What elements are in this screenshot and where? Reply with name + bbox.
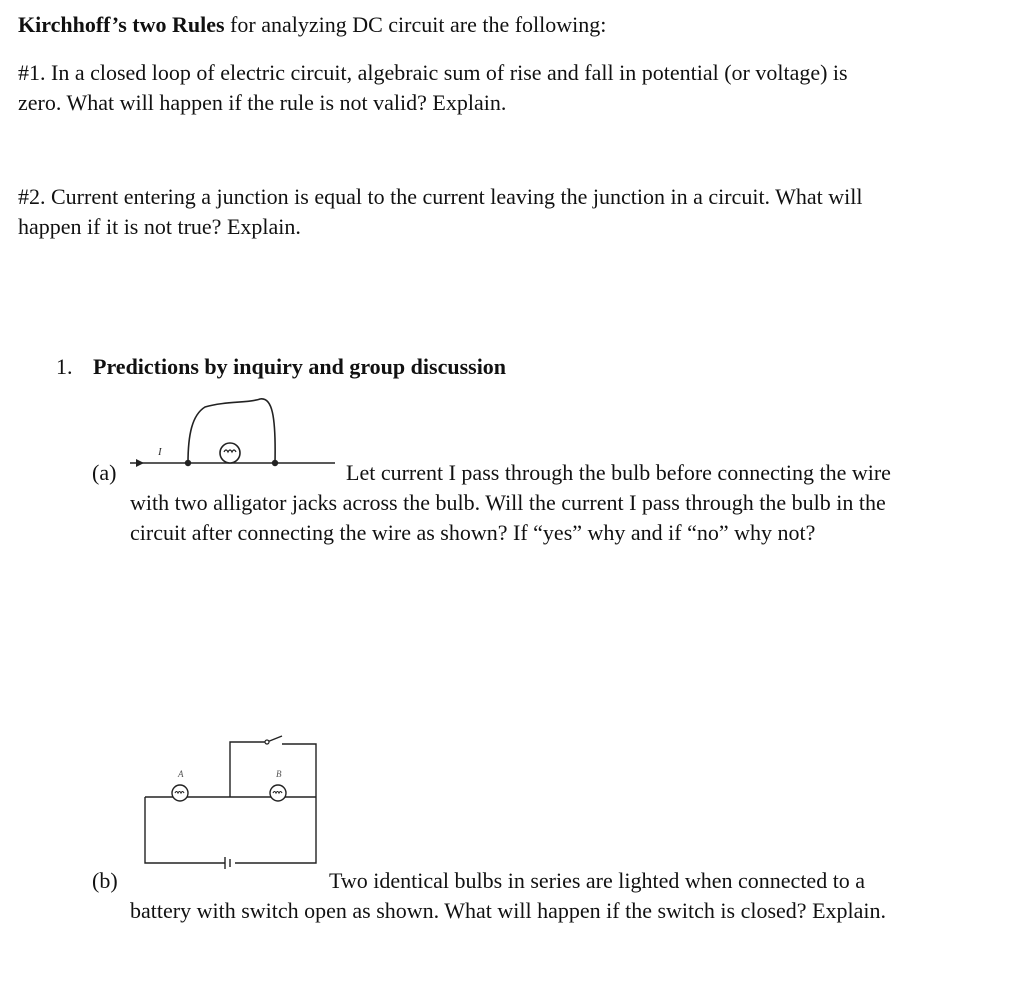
outer-wire-left bbox=[145, 797, 225, 863]
bulb-b-icon bbox=[270, 785, 286, 801]
bulb-b-label: B bbox=[276, 769, 282, 779]
part-a-line2: with two alligator jacks across the bulb. Will the current I pass through the bulb in the bbox=[130, 490, 886, 515]
outer-wire-right bbox=[235, 797, 316, 863]
circuit-diagram-b bbox=[140, 735, 330, 870]
rule1-line1: #1. In a closed loop of electric circuit, algebraic sum of rise and fall in potential (or voltage) is bbox=[18, 60, 848, 85]
intro-heading bbox=[18, 10, 606, 40]
junction-left-icon bbox=[185, 460, 191, 466]
circuit-diagram-a bbox=[130, 395, 340, 475]
junction-right-icon bbox=[272, 460, 278, 466]
part-a-line3: circuit after connecting the wire as shown? If “yes” why and if “no” why not? bbox=[130, 520, 816, 545]
switch-wire-right bbox=[282, 744, 316, 797]
bulb-a-icon bbox=[172, 785, 188, 801]
rule2-line1: #2. Current entering a junction is equal to the current leaving the junction in a circuit. What will bbox=[18, 184, 863, 209]
switch-wire-left bbox=[230, 742, 267, 797]
bulb-a-label: A bbox=[178, 769, 184, 779]
switch-contact-icon bbox=[265, 740, 269, 744]
part-a-label: (a) bbox=[92, 460, 117, 485]
current-arrow-icon bbox=[136, 459, 144, 467]
section-number: 1. bbox=[56, 354, 73, 379]
part-b-line1: Two identical bulbs in series are lighted when connected to a bbox=[329, 868, 866, 893]
intro-title-bold: Kirchhoff’s two Rules bbox=[18, 12, 225, 37]
rule2-line2: happen if it is not true? Explain. bbox=[18, 214, 301, 239]
part-b-label: (b) bbox=[92, 868, 118, 893]
rule1-line2: zero. What will happen if the rule is not valid? Explain. bbox=[18, 90, 507, 115]
current-label: I bbox=[158, 446, 162, 458]
section-title: Predictions by inquiry and group discussion bbox=[93, 354, 507, 379]
intro-title-rest: for analyzing DC circuit are the following: bbox=[224, 12, 607, 37]
bulb-icon bbox=[220, 443, 240, 463]
part-a-line1: Let current I pass through the bulb before connecting the wire bbox=[346, 460, 891, 485]
part-b-line2: battery with switch open as shown. What will happen if the switch is closed? Explain. bbox=[130, 898, 886, 923]
